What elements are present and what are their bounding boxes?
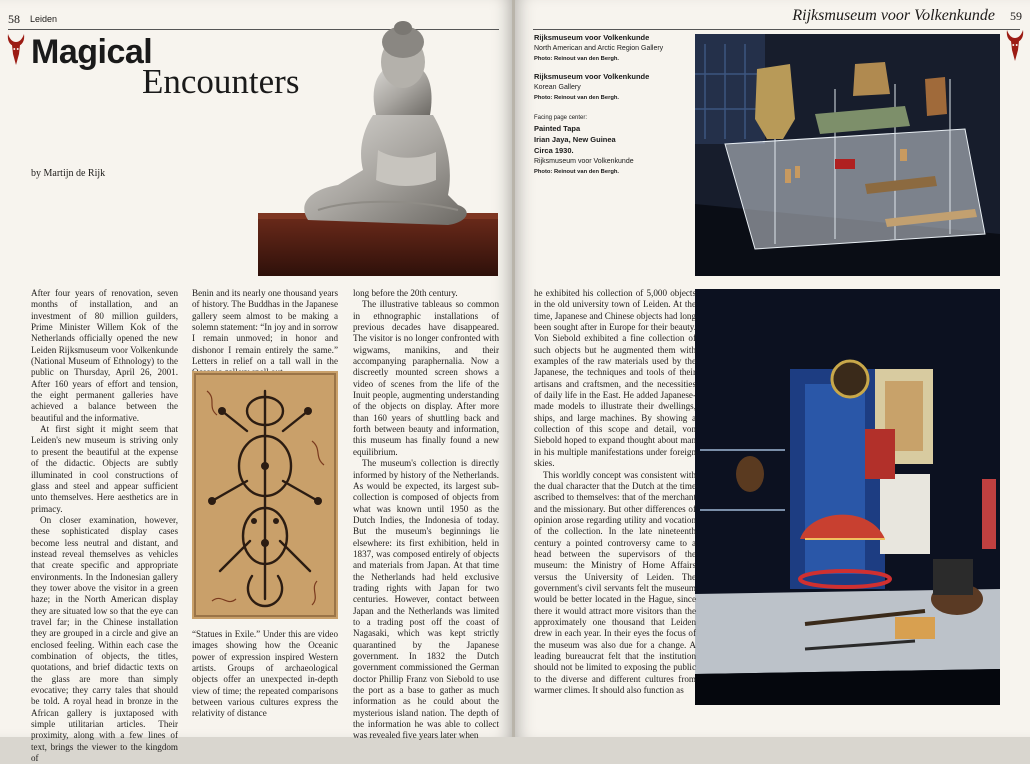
body-column-2-top: [192, 288, 338, 379]
paragraph: “Statues in Exile.” Under this are video images showing how the Oceanic power of expression inspired Western artists. Groups of archaeological objects offer an unexpected in-depth view of time; the repeated comparisons between various cultures express the relativity of distance: [192, 629, 338, 719]
body-column-1: [31, 288, 178, 764]
paragraph: Benin and its nearly one thousand years of history. The Buddhas in the Japanese gallery seem almost to be making a solemn statement: “In joy and in sorrow I remain unmoved; in honor and dishonor I remain entirely the same.” Letters in relief on a tall wall in the: [192, 288, 338, 367]
page-number: 58: [8, 12, 20, 26]
paragraph: This worldly concept was consistent with the dual character that the Dutch at the time ascribed to themselves: that of the merchant and the missionary. But other differences of opinion arose regarding utility and vocation of the collection. In the late nineteenth century a pointed controversy came to a head between the supervisors of the museum: the Ministry of Home Affairs versus the University of Leiden. The government's civil servants felt the museum would be better located in the Hague, since there it would attract more visitors than the approximately one thousand that Leiden drew in each year. In their eyes the focus of the museum was also due for a change. A leading bureaucrat felt that the institution should not be limited to exposing the public to the diverse and different cultures from warmer climes. It should also function as: [534, 469, 696, 696]
caption-title: Irian Jaya, New Guinea: [534, 135, 616, 144]
section-label: Leiden: [30, 14, 58, 24]
caption-korean: [534, 71, 699, 103]
caption-title: Painted Tapa: [534, 124, 581, 133]
paragraph: long before the 20th century.: [353, 288, 458, 298]
caption-subtitle: Rijksmuseum voor Volkenkunde: [534, 158, 634, 165]
horned-head-logo-icon: [1005, 28, 1025, 62]
body-column-4: [534, 288, 696, 696]
caption-photo-credit: Photo: Reinout van den Bergh.: [534, 95, 620, 101]
painted-tapa-photo: [192, 371, 338, 619]
body-column-2-bottom: [192, 629, 338, 720]
caption-title: Rijksmuseum voor Volkenkunde: [534, 72, 650, 81]
caption-tapa: [534, 113, 699, 177]
caption-subtitle: North American and Arctic Region Gallery: [534, 45, 664, 52]
paragraph: The museum's collection is directly informed by history of the Netherlands. As would be expected, its largest sub-collection is composed of objects from what was known until 1950 as the Dutch Indies, the Indonesia of today. But the museum's beginnings lie elsewhere: its first exhibition, held in 1837, was composed entirely of objects and materials from Japan. At that time the Netherlands had held exclusive trading rights with Japan for two centuries. However, contact between Japan and the Netherlands was limited to a trading post off the coast of Nagasaki, which was kept strictly quarantined by the Japanese government. In 1832 the Dutch government commissioned the German doctor Phillip Franz von Siebold to use the port as a base to gather as much information as he could about the mysterious island nation. The depth of the information he was able to collect was revealed five years later when: [353, 458, 499, 741]
caption-photo-credit: Photo: Reinout van den Bergh.: [534, 169, 620, 175]
paragraph: The illustrative tableaus so common in ethnographic installations of previous decades have disappeared. The visitor is no longer confronted with wigwams, manikins, and their accompanying paraphernalia. Now a discreetly mounted screen shows a video of scenes from the life of the Inuit people, augmenting understanding of the objects on display. After more than 160 years of shuttling back and forth between beauty and information, this museum has finally found a new equilibrium.: [353, 299, 499, 457]
paragraph: On closer examination, however, these sophisticated display cases become less neutral and distant, and instead reveal themselves as vehicles that create specific and appropriate environments. In the Indonesian gallery they tower above the visitor in a green haze; in the North American display they are situated low so that the eye can travel far; in the Chinese installation they are grouped in a circle and give an enclosed feeling. Within each case the combination of objects, the titles, quotations, and brief didactic texts on the glass are more than simply evocative; they carry tales that should be told. A royal head in bronze in the African gallery is juxtaposed with simple utilitarian articles. Their proximity, along with a few lines of text, brings the viewer to the kingdom of: [31, 514, 178, 764]
buddha-statue-photo: [258, 20, 498, 276]
byline: by Martijn de Rijk: [31, 168, 106, 179]
photo-captions: [534, 32, 699, 184]
paragraph: At first sight it might seem that Leiden's new museum is striving only to present the beautiful at the expense of the didactic. Objects are subtly illuminated in cool constructions of glass and steel and appear sufficient unto themselves. Here aesthetics are in primacy.: [31, 424, 178, 514]
right-page: [515, 0, 1030, 737]
horned-head-logo-icon: [6, 32, 26, 66]
caption-label: Facing page center:: [534, 115, 588, 121]
korean-gallery-photo: [695, 289, 1000, 705]
article-title-line1: Magical: [31, 33, 153, 71]
page-number: 59: [1010, 9, 1022, 23]
caption-title: Rijksmuseum voor Volkenkunde: [534, 33, 650, 42]
header-rule: [533, 29, 1020, 30]
paragraph: he exhibited his collection of 5,000 objects in the old university town of Leiden. At the time, Japanese and Chinese objects had long been sought after in Europe for their beauty. Von Siebold exhibited a fine collection of such objects but he augmented them with examples of the raw materials used by the Japanese, the techniques and tools of their artisans and craftsmen, and the necessities of daily life in the East. He added Japanese-made models to illustrate their dwellings, ships, and large machines. By showing a collection of this scope and detail, von Siebold hoped to expand thought about man in his multiple manifestations under foreign skies.: [534, 288, 696, 469]
caption-photo-credit: Photo: Reinout van den Bergh.: [534, 56, 620, 62]
running-head: Rijksmuseum voor Volkenkunde: [792, 7, 995, 24]
left-page: [0, 0, 513, 764]
article-title-line2: Encounters: [142, 62, 300, 101]
north-american-gallery-photo: [695, 34, 1000, 276]
paragraph: After four years of renovation, seven months of installation, and an investment of 80 million guilders, Prime Minister Willem Kok of the Netherlands officially opened the new Leiden Rijksmuseum voor Volkenkunde (National Museum of Ethnology) to the public on Thursday, April 26, 2001. After 160 years of effort and tension, the eight permanent galleries have achieved a balance between the beautiful and the informative.: [31, 288, 178, 423]
caption-subtitle: Korean Gallery: [534, 84, 581, 91]
caption-title: Circa 1930.: [534, 146, 574, 155]
caption-north-american: [534, 32, 699, 64]
body-column-3: [353, 288, 499, 742]
